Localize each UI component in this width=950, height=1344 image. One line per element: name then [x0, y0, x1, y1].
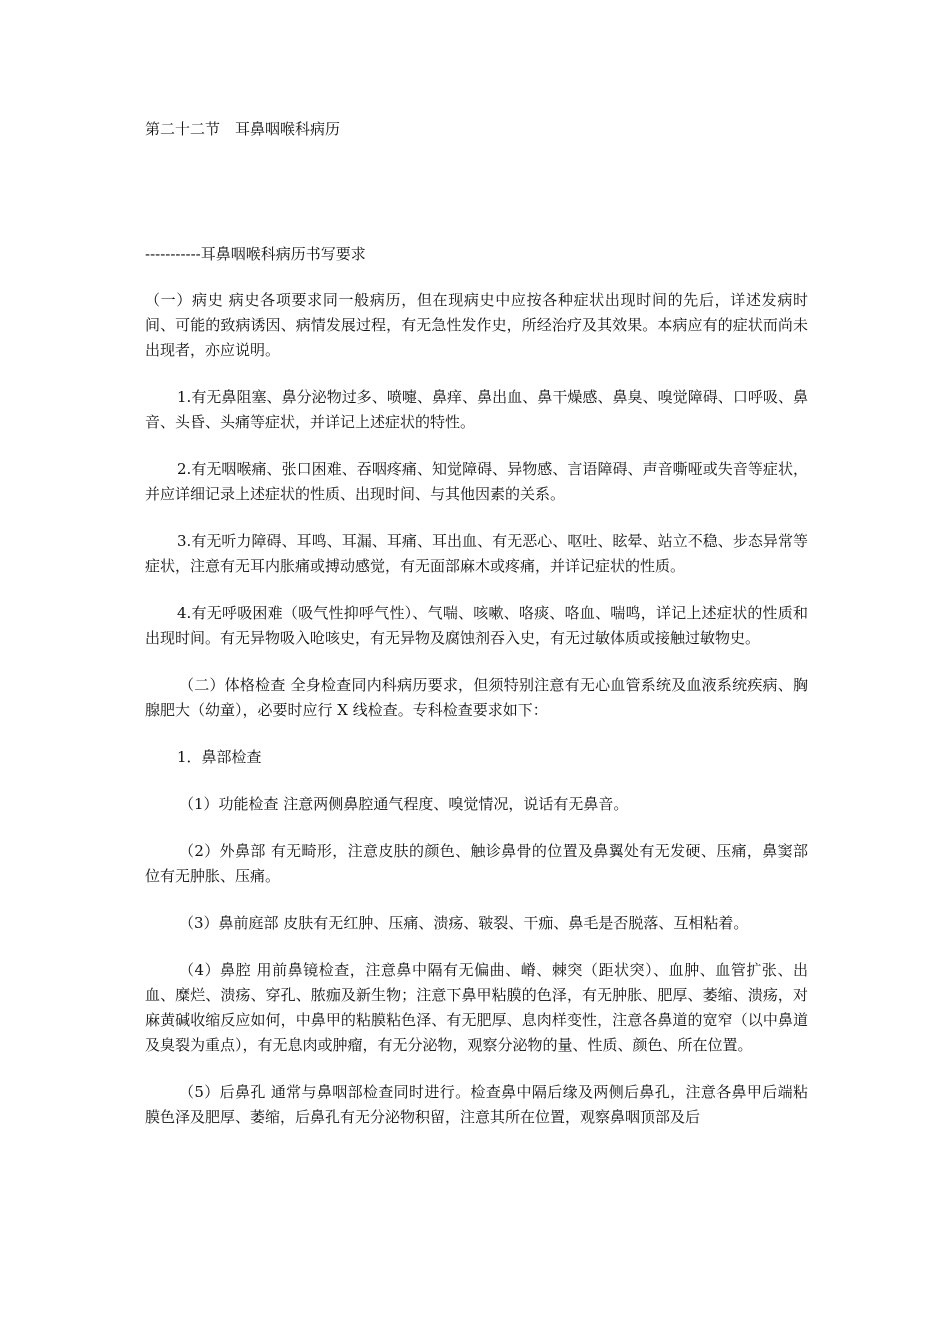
paragraph-nose-symptoms: 1.有无鼻阻塞、鼻分泌物过多、喷嚏、鼻痒、鼻出血、鼻干燥感、鼻臭、嗅觉障碍、口呼吸、鼻音、头昏、头痛等症状，并详记上述症状的特性。: [145, 388, 808, 431]
paragraph-nasal-vestibule: （3）鼻前庭部 皮肤有无红肿、压痛、溃疡、皲裂、干痂、鼻毛是否脱落、互相粘着。: [179, 914, 749, 932]
paragraph-posterior-nares: （5）后鼻孔 通常与鼻咽部检查同时进行。检查鼻中隔后缘及两侧后鼻孔，注意各鼻甲后端粘膜色泽及肥厚、萎缩，后鼻孔有无分泌物积留，注意其所在位置，观察鼻咽顶部及后: [145, 1083, 808, 1126]
paragraph-throat-symptoms: 2.有无咽喉痛、张口困难、吞咽疼痛、知觉障碍、异物感、言语障碍、声音嘶哑或失音等症状，并应详细记录上述症状的性质、出现时间、与其他因素的关系。: [145, 460, 808, 503]
paragraph-external-nose: （2）外鼻部 有无畸形，注意皮肤的颜色、触诊鼻骨的位置及鼻翼处有无发硬、压痛，鼻窦部位有无肿胀、压痛。: [145, 842, 808, 885]
section-title: 第二十二节 耳鼻咽喉科病历: [145, 120, 341, 138]
paragraph-history: （一）病史 病史各项要求同一般病历，但在现病史中应按各种症状出现时间的先后，详述发病时间、可能的致病诱因、病情发展过程，有无急性发作史，所经治疗及其效果。本病应有的症状而尚未出现者，亦应说明。: [145, 291, 808, 359]
paragraph-nose-exam-heading: 1．鼻部检查: [177, 748, 262, 766]
section-subtitle: -----------耳鼻咽喉科病历书写要求: [145, 245, 366, 263]
paragraph-ear-symptoms: 3.有无听力障碍、耳鸣、耳漏、耳痛、耳出血、有无恶心、呕吐、眩晕、站立不稳、步态异常等症状，注意有无耳内胀痛或搏动感觉，有无面部麻木或疼痛，并详记症状的性质。: [145, 532, 808, 575]
document-body: [145, 288, 808, 1152]
paragraph-respiratory-symptoms: 4.有无呼吸困难（吸气性抑呼气性）、气喘、咳嗽、咯痰、咯血、喘鸣，详记上述症状的性质和出现时间。有无异物吸入呛咳史，有无异物及腐蚀剂吞入史，有无过敏体质或接触过敏物史。: [145, 604, 808, 647]
paragraph-physical-exam: （二）体格检查 全身检查同内科病历要求，但须特别注意有无心血管系统及血液系统疾病、胸腺肥大（幼童），必要时应行 X 线检查。专科检查要求如下：: [145, 676, 808, 719]
paragraph-nasal-cavity: （4）鼻腔 用前鼻镜检查，注意鼻中隔有无偏曲、嵴、棘突（距状突）、血肿、血管扩张、出血、糜烂、溃疡、穿孔、脓痂及新生物；注意下鼻甲粘膜的色泽，有无肿胀、肥厚、萎缩、溃疡，对麻黄碱收缩反应如何，中鼻甲的粘膜粘色泽、有无肥厚、息肉样变性，注意各鼻道的宽窄（以中鼻道及臭裂为重点），有无息肉或肿瘤，有无分泌物，观察分泌物的量、性质、颜色、所在位置。: [145, 961, 808, 1054]
paragraph-function-exam: （1）功能检查 注意两侧鼻腔通气程度、嗅觉情况，说话有无鼻音。: [179, 795, 629, 813]
